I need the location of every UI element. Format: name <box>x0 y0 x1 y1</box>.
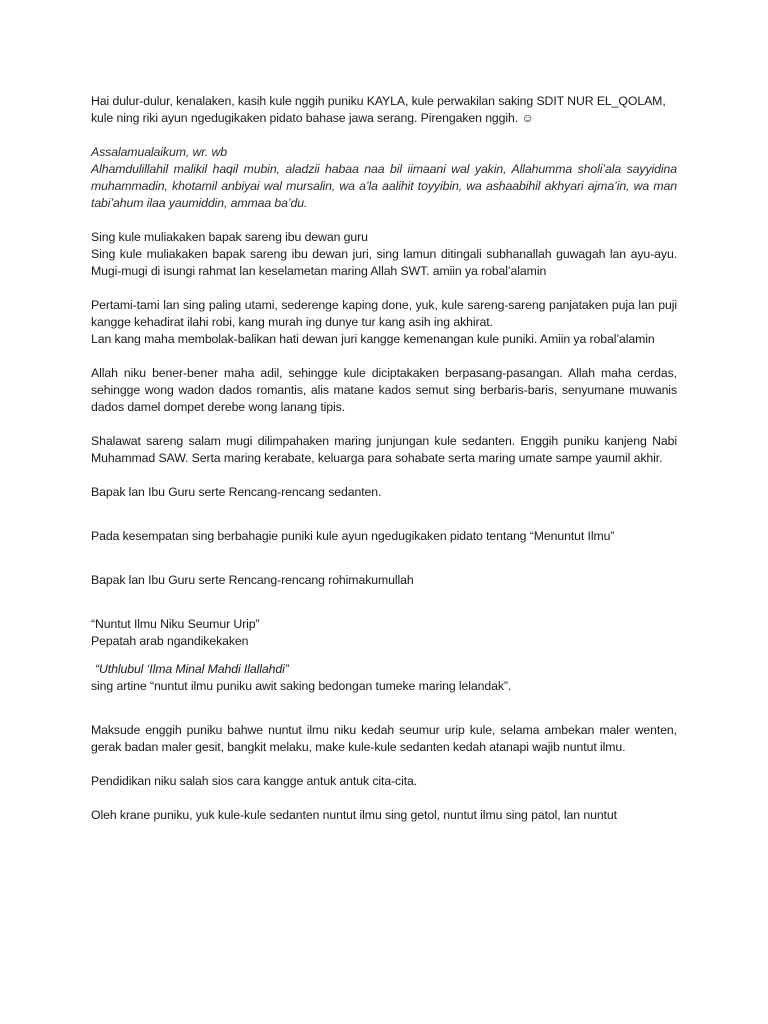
bapak-ibu-rohimakumullah: Bapak lan Ibu Guru serte Rencang-rencang rohimakumullah <box>91 573 414 587</box>
pertami-paragraph: Pertami-tami lan sing paling utami, sederenge kaping done, yuk, kule sareng-sareng panjataken puja lan puji kangge kehadirat ilahi robi, kang murah ing dunye tur kang asih ing akhirat. <box>91 298 677 329</box>
pepatah-arab: “Uthlubul ‘Ilma Minal Mahdi Ilallahdi” <box>95 662 289 676</box>
pepatah: Pepatah arab ngandikekaken <box>91 634 249 648</box>
bapak-ibu-sedanten: Bapak lan Ibu Guru serte Rencang-rencang sedanten. <box>91 485 382 499</box>
intro-line-2: kule ning riki ayun ngedugikaken pidato bahase jawa serang. Pirengaken nggih. ☺ <box>91 111 534 125</box>
judul-pidato: “Nuntut Ilmu Niku Seumur Urip” <box>91 617 260 631</box>
membolak-paragraph: Lan kang maha membolak-balikan hati dewan juri kangge kemenangan kule puniki. Amiin ya robal’alamin <box>91 332 655 346</box>
document-page <box>91 93 677 824</box>
muliakaken-guru: Sing kule muliakaken bapak sareng ibu dewan guru <box>91 230 368 244</box>
allah-adil-paragraph: Allah niku bener-bener maha adil, sehingge kule diciptakaken berpasang-pasangan. Allah maha cerdas, sehingge wong wadon dados romantis, alis matane kados semut sing berbaris-baris, senyumane muwanis dados damel dompet derebe wong lanang tipis. <box>91 366 677 414</box>
shalawat-paragraph: Shalawat sareng salam mugi dilimpahaken maring junjungan kule sedanten. Enggih puniku kanjeng Nabi Muhammad SAW. Serta maring kerabate, keluarga para sohabate serta maring umate sampe yaumil akhir. <box>91 434 677 465</box>
intro-line-1: Hai dulur-dulur, kenalaken, kasih kule nggih puniku KAYLA, kule perwakilan saking SDIT NUR EL_QOLAM, <box>91 94 666 108</box>
pendidikan-line: Pendidikan niku salah sios cara kangge antuk antuk cita-cita. <box>91 774 418 788</box>
maksude-paragraph: Maksude enggih puniku bahwe nuntut ilmu niku kedah seumur urip kule, selama ambekan maler wenten, gerak badan maler gesit, bangkit melaku, make kule-kule sedanten kedah atanapi wajib nuntut ilmu. <box>91 723 677 754</box>
salam: Assalamualaikum, wr. wb <box>91 145 227 159</box>
muliakaken-juri: Sing kule muliakaken bapak sareng ibu dewan juri, sing lamun ditingali subhanallah guwagah lan ayu-ayu. Mugi-mugi di isungi rahmat lan keselametan maring Allah SWT. amiin ya robal’alamin <box>91 247 677 278</box>
kesempatan-paragraph: Pada kesempatan sing berbahagie puniki kule ayun ngedugikaken pidato tentang “Menuntut Ilmu” <box>91 529 615 543</box>
doa-paragraph: Alhamdulillahil malikil haqil mubin, aladzii habaa naa bil iimaani wal yakin, Allahumma sholi’ala sayyidina muhammadin, khotamil anbiyai wal mursalin, wa a’la aalihit toyyibin, wa ashaabihil akhyari ajma’in, wa man tabi’ahum ilaa yaumiddin, ammaa ba’du. <box>91 162 677 210</box>
oleh-krane-line: Oleh krane puniku, yuk kule-kule sedanten nuntut ilmu sing getol, nuntut ilmu sing patol, lan nuntut <box>91 808 617 822</box>
artine-line: sing artine “nuntut ilmu puniku awit saking bedongan tumeke maring lelandak”. <box>91 679 512 693</box>
